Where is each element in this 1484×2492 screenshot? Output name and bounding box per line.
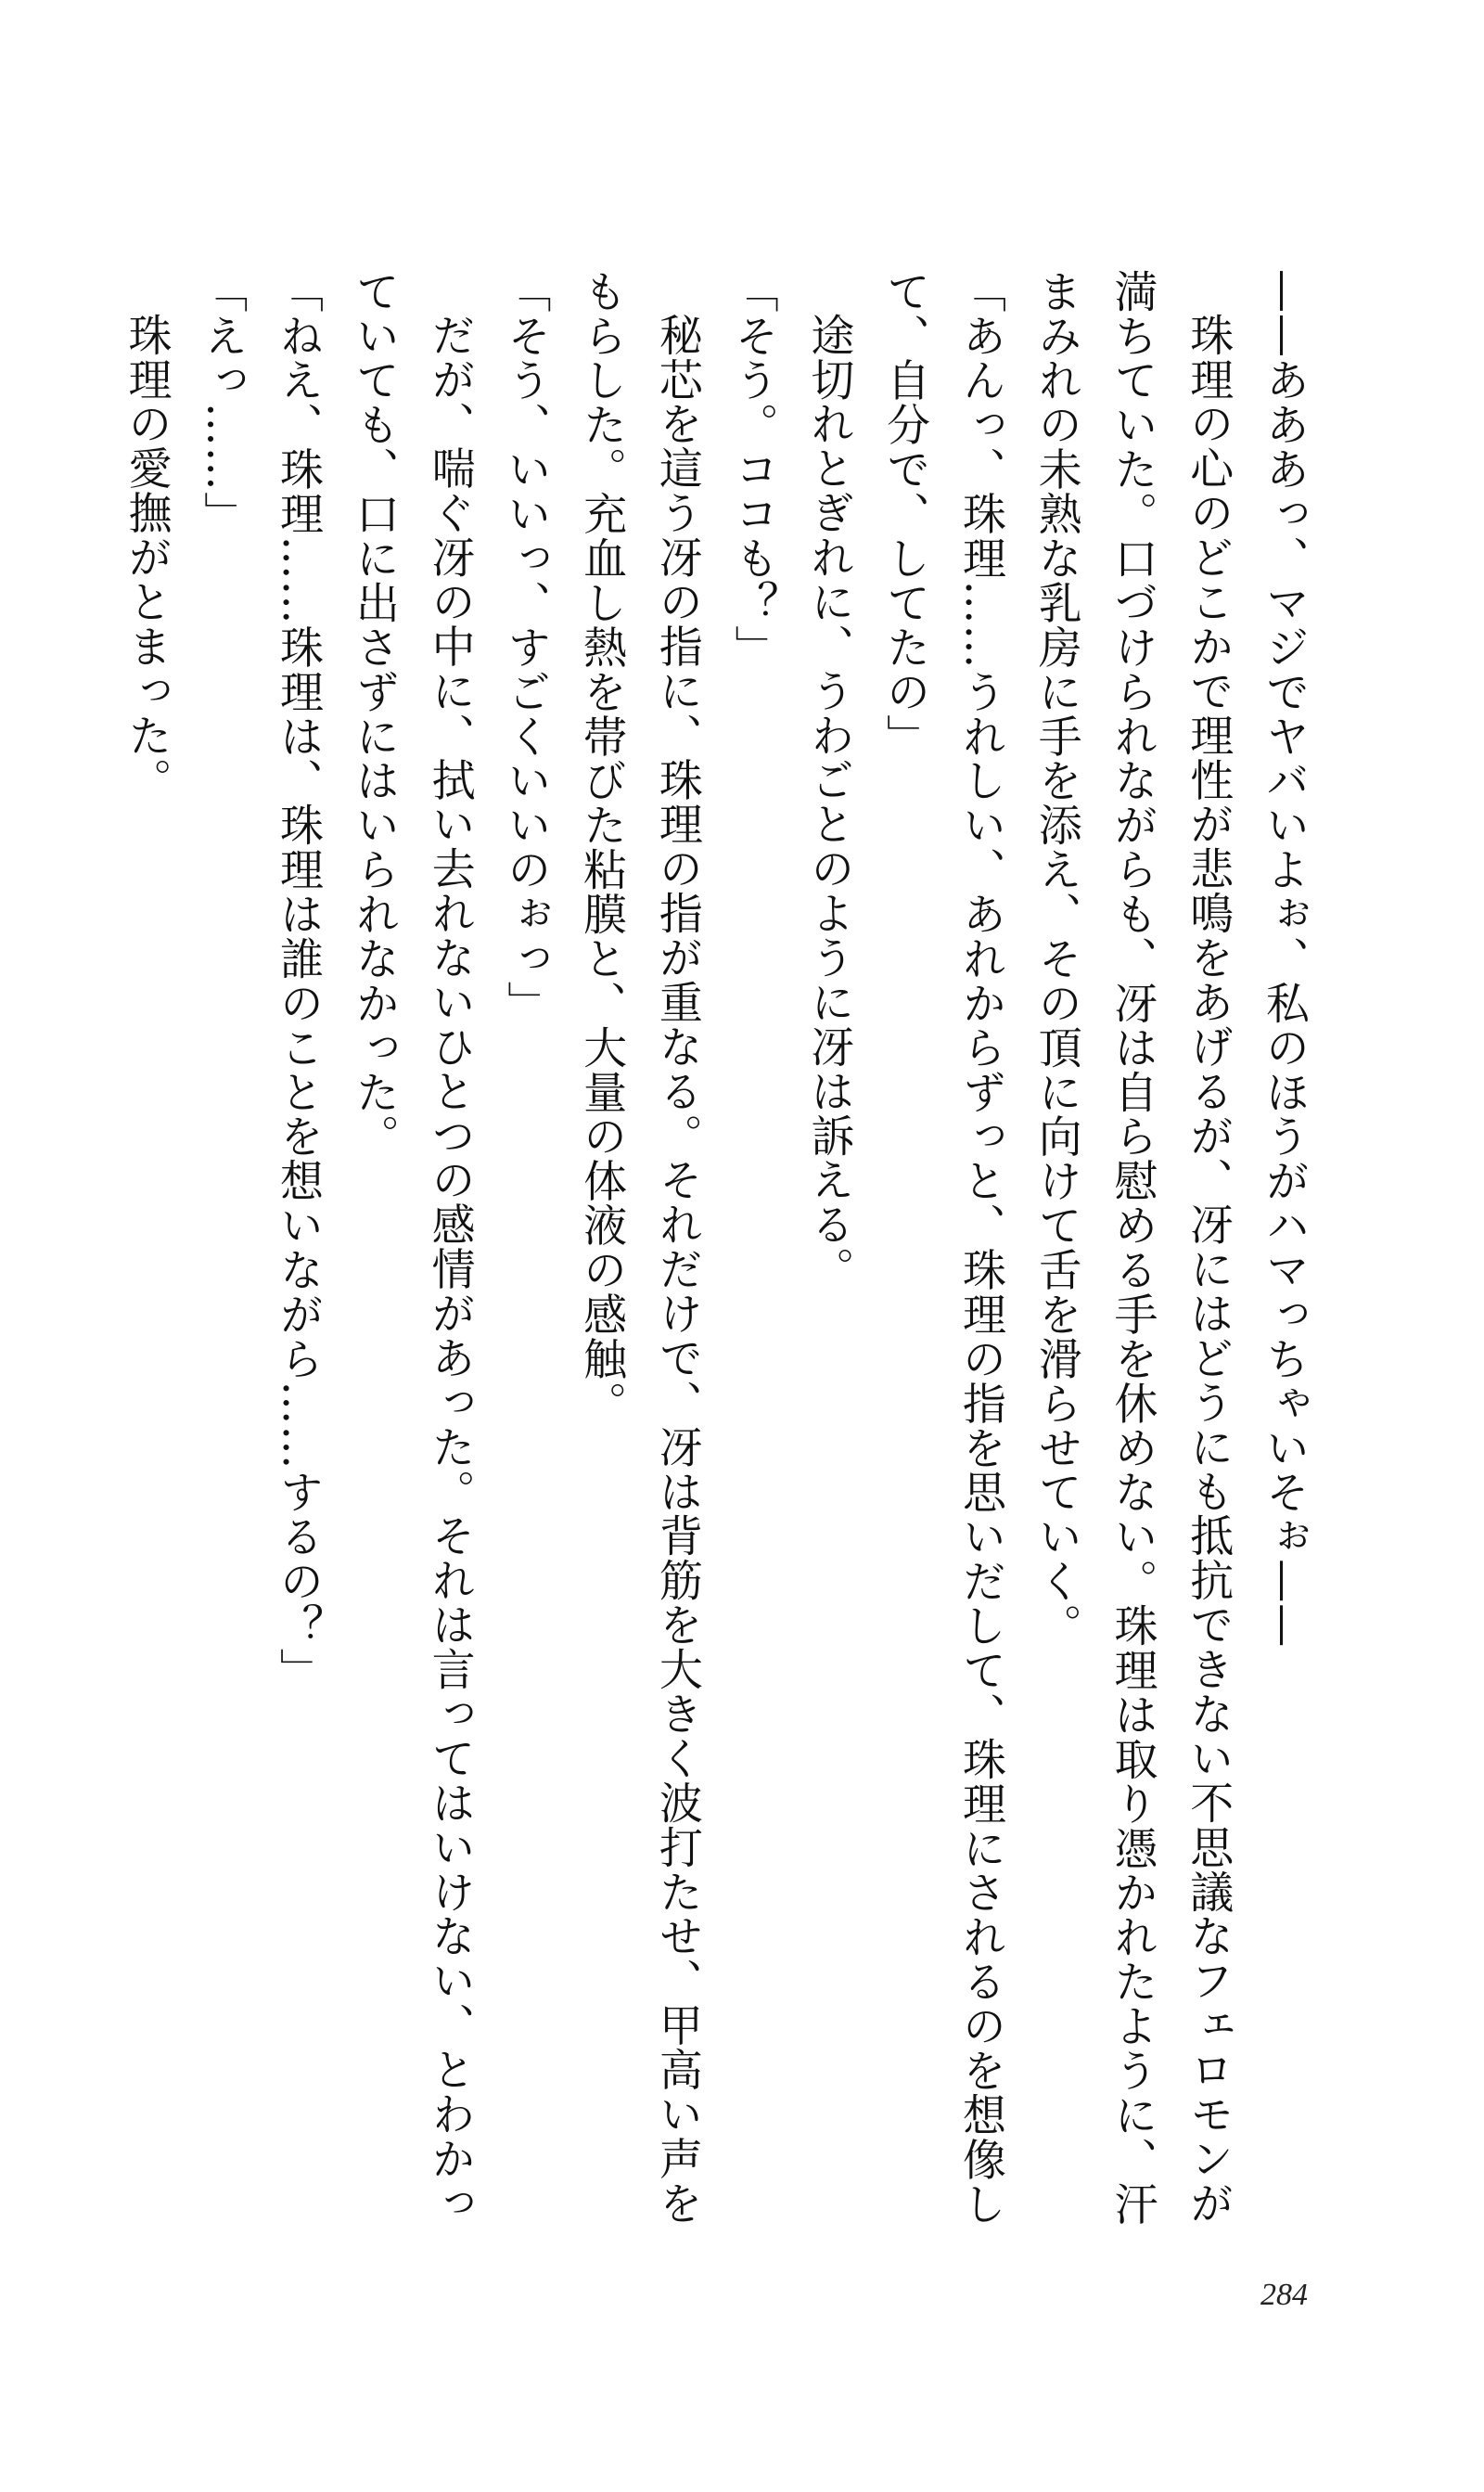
vertical-text-block: [109, 269, 1322, 2245]
page-number: 284: [1260, 2278, 1308, 2312]
text-line: 途切れとぎれに、うわごとのように冴は訴える。: [803, 313, 855, 1291]
text-line: 「ねえ、珠理……珠理は、珠理は誰のことを想いながら……するの？」: [273, 269, 325, 1693]
text-line: 「そう、いいっ、すごくいいのぉっ」: [500, 269, 552, 1025]
text-line: 珠理の愛撫がとまった。: [121, 313, 173, 803]
text-line: 珠理の心のどこかで理性が悲鳴をあげるが、冴にはどうにも抵抗できない不思議なフェロモンが満ちていた。口づけられながらも、冴は自ら慰める手を休めない。珠理は取り憑かれたように、汗まみれの未熟な乳房に手を添え、その頂に向けて舌を滑らせていく。: [1030, 269, 1235, 2227]
text-line: 「えっ……」: [197, 269, 249, 536]
text-line: 「あんっ、珠理……うれしい、あれからずっと、珠理の指を思いだして、珠理にされるのを想像して、自分で、してたの」: [879, 269, 1006, 2227]
text-line: 秘芯を這う冴の指に、珠理の指が重なる。それだけで、冴は背筋を大きく波打たせ、甲高い声をもらした。充血し熱を帯びた粘膜と、大量の体液の感触。: [576, 269, 703, 2226]
text-line: 「そう。ココも？」: [727, 269, 779, 670]
text-line: だが、喘ぐ冴の中に、拭い去れないひとつの感情があった。それは言ってはいけない、とわかっていても、口に出さずにはいられなかった。: [348, 269, 476, 2226]
text-line: ——あああっ、マジでヤバいよぉ、私のほうがハマっちゃいそぉ——: [1259, 269, 1310, 1649]
